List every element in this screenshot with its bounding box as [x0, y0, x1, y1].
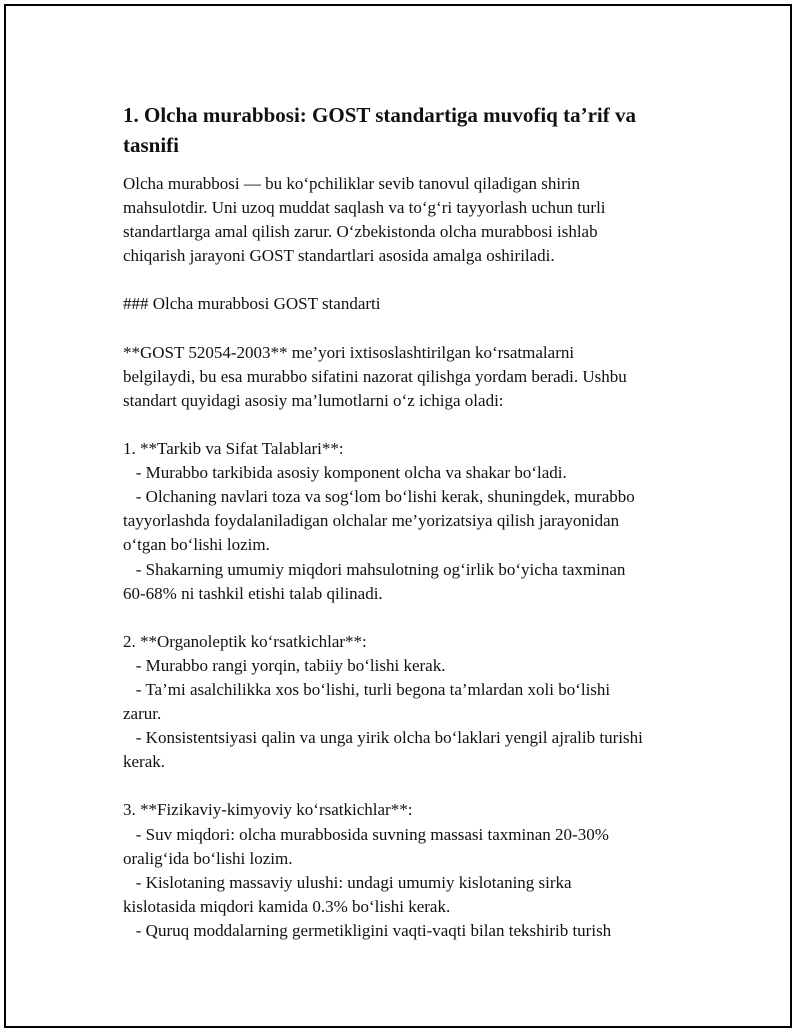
spacer	[123, 317, 703, 341]
section-organoleptic	[123, 630, 703, 775]
list-item: - Ta’mi asalchilikka xos bo‘lishi, turli begona ta’mlardan xoli bo‘lishi	[123, 679, 611, 699]
spacer	[123, 774, 703, 798]
list-item: - Murabbo tarkibida asosiy komponent olcha va shakar bo‘ladi.	[123, 463, 567, 483]
section-physico-chemical	[123, 798, 703, 943]
document-page	[4, 4, 792, 1028]
list-item: - Kislotaning massaviy ulushi: undagi umumiy kislotaning sirka	[123, 872, 572, 892]
title-line-2: tasnifi	[123, 133, 180, 157]
text-line: mahsulotdir. Uni uzoq muddat saqlash va to‘g‘ri tayyorlash uchun turli	[123, 198, 606, 218]
gost-paragraph	[123, 341, 703, 413]
spacer	[123, 413, 703, 437]
text-line: kerak.	[123, 752, 166, 772]
page-title	[123, 100, 703, 160]
list-item: - Konsistentsiyasi qalin va unga yirik olcha bo‘laklari yengil ajralib turishi	[123, 728, 643, 748]
list-item: - Shakarning umumiy miqdori mahsulotning og‘irlik bo‘yicha taxminan	[123, 559, 626, 579]
spacer	[123, 606, 703, 630]
document-content	[123, 100, 703, 943]
text-line: oralig‘ida bo‘lishi lozim.	[123, 848, 293, 868]
list-item: - Olchaning navlari toza va sog‘lom bo‘lishi kerak, shuningdek, murabbo	[123, 487, 635, 507]
text-line: chiqarish jarayoni GOST standartlari asosida amalga oshiriladi.	[123, 246, 555, 266]
text-line: standartlarga amal qilish zarur. O‘zbekistonda olcha murabbosi ishlab	[123, 222, 598, 242]
section-heading: 1. **Tarkib va Sifat Talablari**:	[123, 439, 344, 459]
text-line: Olcha murabbosi — bu ko‘pchiliklar sevib tanovul qiladigan shirin	[123, 174, 581, 193]
section-heading: 2. **Organoleptik ko‘rsatkichlar**:	[123, 631, 367, 651]
text-line: tayyorlashda foydalaniladigan olchalar me’yorizatsiya qilish jarayonidan	[123, 511, 620, 531]
section-heading: 3. **Fizikaviy-kimyoviy ko‘rsatkichlar**:	[123, 800, 413, 820]
section-composition-quality	[123, 437, 703, 606]
text-line: 60-68% ni tashkil etishi talab qilinadi.	[123, 583, 383, 603]
text-line: kislotasida miqdori kamida 0.3% bo‘lishi kerak.	[123, 896, 451, 916]
text-line: **GOST 52054-2003** me’yori ixtisoslashtirilgan ko‘rsatmalarni	[123, 342, 575, 362]
subheading: ### Olcha murabbosi GOST standarti	[123, 294, 381, 314]
text-line: zarur.	[123, 704, 162, 724]
text-line: belgilaydi, bu esa murabbo sifatini nazorat qilishga yordam beradi. Ushbu	[123, 366, 627, 386]
text-line: o‘tgan bo‘lishi lozim.	[123, 535, 270, 555]
spacer	[123, 268, 703, 292]
text-line: standart quyidagi asosiy ma’lumotlarni o‘z ichiga oladi:	[123, 390, 504, 410]
intro-paragraph	[123, 172, 703, 268]
list-item: - Suv miqdori: olcha murabbosida suvning massasi taxminan 20-30%	[123, 824, 609, 844]
title-line-1: 1. Olcha murabbosi: GOST standartiga muvofiq ta’rif va	[123, 103, 636, 127]
list-item: - Murabbo rangi yorqin, tabiiy bo‘lishi kerak.	[123, 655, 446, 675]
list-item: - Quruq moddalarning germetikligini vaqti-vaqti bilan tekshirib turish	[123, 920, 612, 940]
